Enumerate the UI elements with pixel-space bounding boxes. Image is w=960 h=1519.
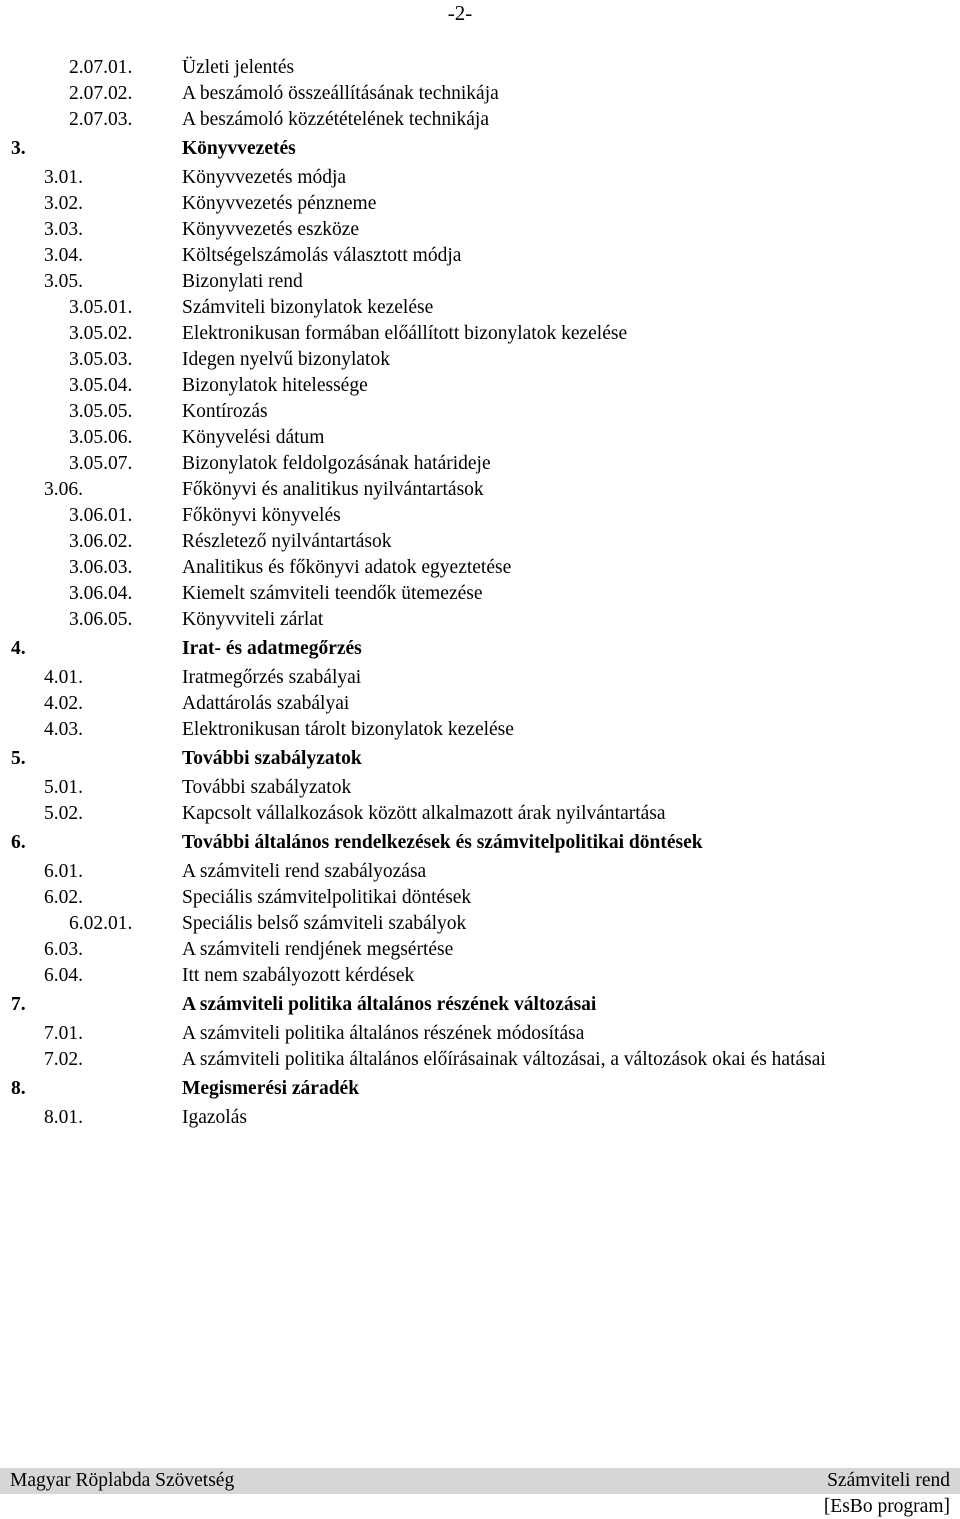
toc-entry-title: Könyvvezetés módja	[182, 167, 347, 188]
toc-entry	[0, 859, 960, 885]
toc-entry-title: A számviteli politika általános részének módosítása	[182, 1023, 585, 1044]
toc-entry	[0, 911, 960, 937]
toc-entry	[0, 503, 960, 529]
toc-entry-number: 7.01.	[44, 1023, 83, 1044]
toc-entry-title: Könyvvezetés	[182, 138, 296, 159]
toc-entry-title: Főkönyvi és analitikus nyilvántartások	[182, 479, 484, 500]
table-of-contents	[0, 55, 960, 1131]
toc-entry	[0, 243, 960, 269]
toc-entry-title: Elektronikusan tárolt bizonylatok kezelése	[182, 719, 514, 740]
toc-entry-title: Bizonylati rend	[182, 271, 303, 292]
toc-entry-number: 3.05.02.	[69, 323, 133, 344]
toc-entry	[0, 1047, 960, 1073]
toc-entry-number: 2.07.03.	[69, 109, 133, 130]
toc-entry-title: A számviteli rendjének megsértése	[182, 939, 454, 960]
page-footer	[0, 1468, 960, 1494]
toc-entry	[0, 347, 960, 373]
toc-entry	[0, 885, 960, 911]
toc-section-heading	[0, 1073, 960, 1105]
toc-entry-title: Irat- és adatmegőrzés	[182, 638, 362, 659]
toc-entry-title: Főkönyvi könyvelés	[182, 505, 341, 526]
toc-entry	[0, 269, 960, 295]
toc-entry-title: További általános rendelkezések és számvitelpolitikai döntések	[182, 832, 703, 853]
toc-entry-title: A számviteli politika általános előírásainak változásai, a változások okai és hatásai	[182, 1049, 826, 1070]
toc-entry	[0, 399, 960, 425]
toc-entry	[0, 529, 960, 555]
toc-entry-title: Költségelszámolás választott módja	[182, 245, 462, 266]
toc-entry-title: A számviteli rend szabályozása	[182, 861, 427, 882]
page-number: -2-	[447, 1, 473, 25]
toc-entry	[0, 963, 960, 989]
toc-entry	[0, 107, 960, 133]
toc-entry-title: Bizonylatok hitelessége	[182, 375, 368, 396]
toc-entry-title: Iratmegőrzés szabályai	[182, 667, 362, 688]
toc-entry-number: 3.06.	[44, 479, 83, 500]
toc-entry-title: Könyvvezetés eszköze	[182, 219, 360, 240]
toc-entry-title: Igazolás	[182, 1107, 247, 1128]
footer-document-title: Számviteli rend	[827, 1470, 950, 1491]
toc-entry-title: Kapcsolt vállalkozások között alkalmazott árak nyilvántartása	[182, 803, 666, 824]
toc-entry-title: Üzleti jelentés	[182, 57, 295, 78]
toc-entry-title: Speciális számvitelpolitikai döntések	[182, 887, 472, 908]
toc-entry-number: 3.04.	[44, 245, 83, 266]
toc-entry-number: 6.01.	[44, 861, 83, 882]
toc-entry	[0, 691, 960, 717]
toc-section-heading	[0, 133, 960, 165]
toc-entry	[0, 717, 960, 743]
toc-entry-number: 6.02.01.	[69, 913, 133, 934]
toc-entry	[0, 581, 960, 607]
toc-entry-title: A beszámoló közzétételének technikája	[182, 109, 489, 130]
toc-entry	[0, 555, 960, 581]
toc-entry-title: Idegen nyelvű bizonylatok	[182, 349, 390, 370]
toc-entry	[0, 1105, 960, 1131]
toc-entry-number: 3.05.	[44, 271, 83, 292]
footer-organization: Magyar Röplabda Szövetség	[10, 1470, 235, 1491]
toc-entry-title: Számviteli bizonylatok kezelése	[182, 297, 434, 318]
toc-entry-number: 3.05.05.	[69, 401, 133, 422]
toc-entry	[0, 451, 960, 477]
toc-section-heading	[0, 633, 960, 665]
toc-entry-title: Kiemelt számviteli teendők ütemezése	[182, 583, 483, 604]
footer-program-note: [EsBo program]	[823, 1496, 950, 1517]
toc-entry	[0, 373, 960, 399]
toc-entry-title: Könyvelési dátum	[182, 427, 325, 448]
toc-entry	[0, 165, 960, 191]
toc-section-heading	[0, 743, 960, 775]
toc-entry-number: 3.05.03.	[69, 349, 133, 370]
toc-entry-number: 3.06.03.	[69, 557, 133, 578]
toc-entry-number: 3.06.02.	[69, 531, 133, 552]
toc-entry-number: 3.06.01.	[69, 505, 133, 526]
toc-entry-title: Kontírozás	[182, 401, 268, 422]
toc-entry	[0, 217, 960, 243]
toc-entry	[0, 55, 960, 81]
toc-entry	[0, 1021, 960, 1047]
toc-entry-number: 3.06.04.	[69, 583, 133, 604]
toc-entry-number: 6.	[11, 832, 26, 853]
toc-entry-number: 3.	[11, 138, 26, 159]
toc-entry-number: 6.03.	[44, 939, 83, 960]
toc-entry	[0, 81, 960, 107]
toc-entry	[0, 937, 960, 963]
toc-entry-number: 3.05.06.	[69, 427, 133, 448]
toc-entry	[0, 191, 960, 217]
toc-entry	[0, 295, 960, 321]
toc-entry-number: 6.02.	[44, 887, 83, 908]
toc-entry-title: Analitikus és főkönyvi adatok egyeztetése	[182, 557, 512, 578]
toc-entry-number: 6.04.	[44, 965, 83, 986]
toc-entry-number: 3.02.	[44, 193, 83, 214]
toc-entry-number: 5.01.	[44, 777, 83, 798]
toc-entry-number: 4.	[11, 638, 26, 659]
toc-entry-title: Bizonylatok feldolgozásának határideje	[182, 453, 491, 474]
toc-section-heading	[0, 827, 960, 859]
toc-entry-number: 3.05.01.	[69, 297, 133, 318]
toc-entry-title: Adattárolás szabályai	[182, 693, 350, 714]
toc-entry-number: 5.02.	[44, 803, 83, 824]
toc-entry-number: 4.01.	[44, 667, 83, 688]
toc-entry	[0, 665, 960, 691]
toc-entry-number: 3.06.05.	[69, 609, 133, 630]
toc-entry-number: 2.07.02.	[69, 83, 133, 104]
toc-entry	[0, 607, 960, 633]
toc-entry-number: 8.	[11, 1078, 26, 1099]
toc-entry-number: 2.07.01.	[69, 57, 133, 78]
toc-entry-number: 8.01.	[44, 1107, 83, 1128]
toc-entry-title: További szabályzatok	[182, 777, 352, 798]
toc-entry-title: Elektronikusan formában előállított bizonylatok kezelése	[182, 323, 628, 344]
toc-entry	[0, 801, 960, 827]
toc-entry-number: 3.05.04.	[69, 375, 133, 396]
toc-entry-number: 7.	[11, 994, 26, 1015]
toc-section-heading	[0, 989, 960, 1021]
toc-entry-number: 4.03.	[44, 719, 83, 740]
toc-entry-title: Speciális belső számviteli szabályok	[182, 913, 467, 934]
toc-entry-number: 5.	[11, 748, 26, 769]
toc-entry	[0, 321, 960, 347]
toc-entry-number: 4.02.	[44, 693, 83, 714]
toc-entry-title: Megismerési záradék	[182, 1078, 360, 1099]
toc-entry-title: A számviteli politika általános részének változásai	[182, 994, 597, 1015]
toc-entry-number: 3.01.	[44, 167, 83, 188]
toc-entry	[0, 477, 960, 503]
toc-entry-title: Könyvviteli zárlat	[182, 609, 324, 630]
toc-entry-number: 7.02.	[44, 1049, 83, 1070]
toc-entry-title: Itt nem szabályozott kérdések	[182, 965, 415, 986]
toc-entry-number: 3.03.	[44, 219, 83, 240]
toc-entry	[0, 425, 960, 451]
toc-entry-title: Részletező nyilvántartások	[182, 531, 392, 552]
toc-entry-number: 3.05.07.	[69, 453, 133, 474]
toc-entry	[0, 775, 960, 801]
toc-entry-title: További szabályzatok	[182, 748, 362, 769]
toc-entry-title: A beszámoló összeállításának technikája	[182, 83, 499, 104]
toc-entry-title: Könyvvezetés pénzneme	[182, 193, 377, 214]
